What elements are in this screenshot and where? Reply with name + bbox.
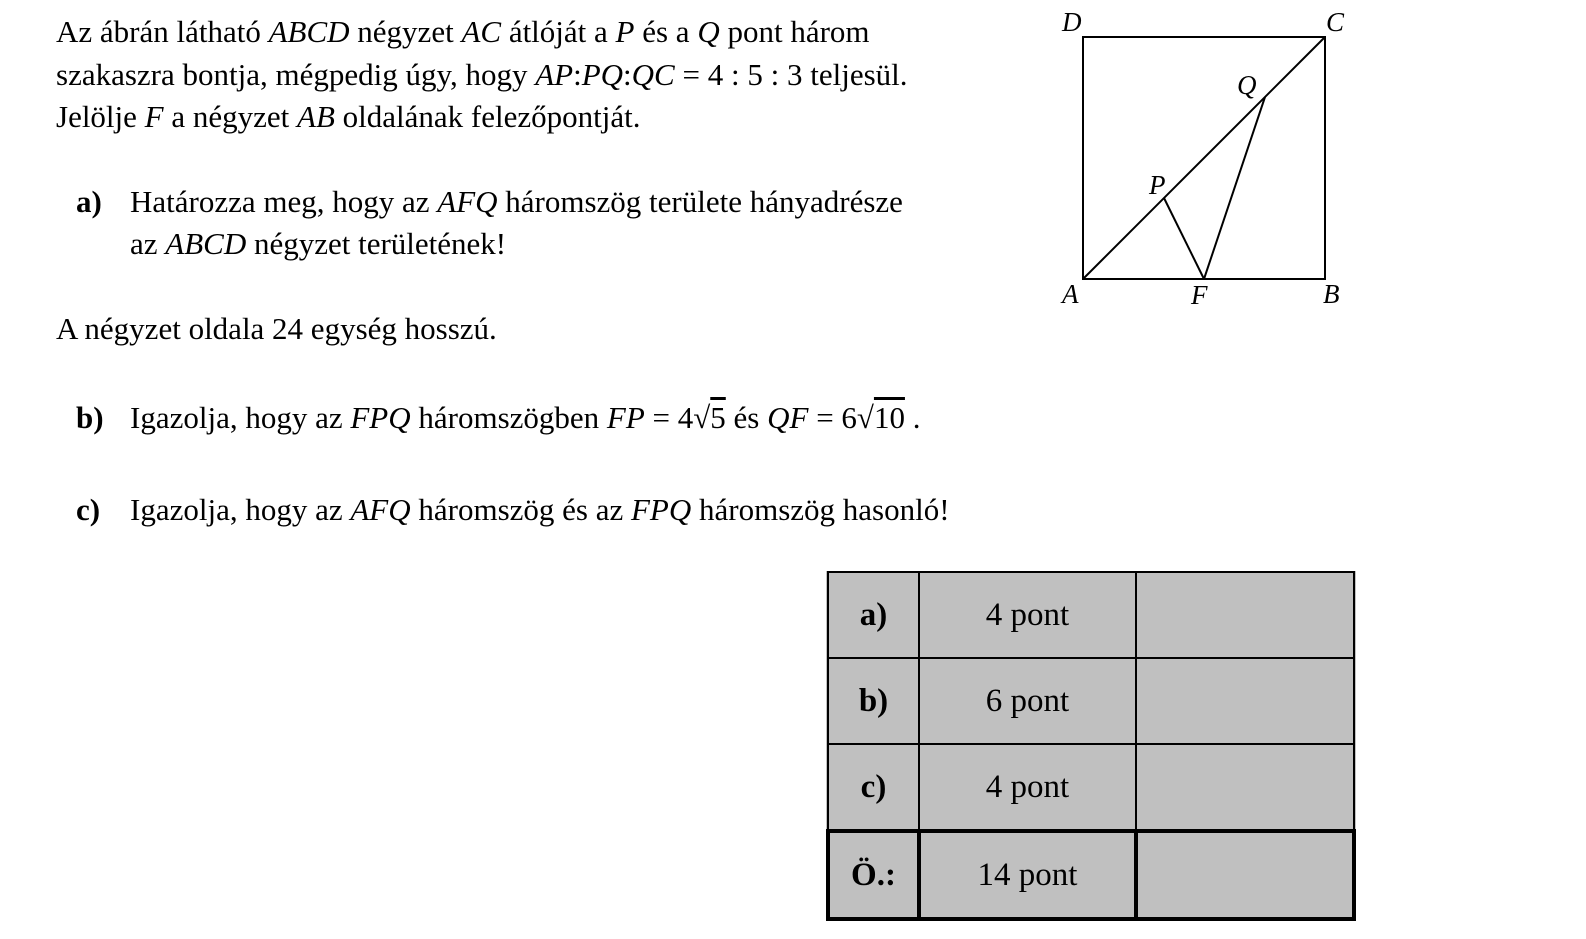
score-earned bbox=[1136, 744, 1354, 831]
score-row-b bbox=[828, 658, 1354, 744]
part-a-line-2: az ABCD négyzet területének! bbox=[130, 226, 507, 261]
score-part: b) bbox=[828, 658, 919, 744]
part-b-label: b) bbox=[76, 400, 104, 435]
sqrt-symbol: √ bbox=[693, 400, 711, 435]
part-b-text: Igazolja, hogy az FPQ háromszögben FP = 4√5 és QF = 6√10 . bbox=[130, 400, 921, 435]
diagonal-ac bbox=[1083, 37, 1325, 279]
score-total-earned bbox=[1136, 831, 1354, 919]
square-figure bbox=[1060, 0, 1360, 320]
label-c: C bbox=[1326, 7, 1345, 37]
part-a-line-1: Határozza meg, hogy az AFQ háromszög területe hányadrésze bbox=[130, 184, 903, 219]
segment-fq bbox=[1204, 97, 1265, 279]
label-a: A bbox=[1062, 279, 1079, 309]
intro-line-2: szakaszra bontja, mégpedig úgy, hogy AP:PQ:QC = 4 : 5 : 3 teljesül. bbox=[56, 57, 908, 92]
label-d: D bbox=[1062, 7, 1082, 37]
part-a-label: a) bbox=[76, 184, 102, 219]
score-points: 4 pont bbox=[919, 744, 1136, 831]
part-c-label: c) bbox=[76, 492, 101, 527]
score-total-label: Ö.: bbox=[828, 831, 919, 919]
sqrt-symbol: √ bbox=[856, 400, 874, 435]
label-p: P bbox=[1149, 170, 1166, 200]
segment-fp bbox=[1164, 198, 1204, 279]
score-table bbox=[826, 571, 1356, 921]
score-total-points: 14 pont bbox=[919, 831, 1136, 919]
label-b: B bbox=[1323, 279, 1340, 309]
score-row-c bbox=[828, 744, 1354, 831]
score-part: a) bbox=[828, 572, 919, 658]
intro-line-1: Az ábrán látható ABCD négyzet AC átlóját a P és a Q pont három bbox=[56, 14, 870, 49]
score-points: 4 pont bbox=[919, 572, 1136, 658]
score-part: c) bbox=[828, 744, 919, 831]
label-f: F bbox=[1191, 280, 1208, 310]
score-row-total bbox=[828, 831, 1354, 919]
score-points: 6 pont bbox=[919, 658, 1136, 744]
intro-line-3: Jelölje F a négyzet AB oldalának felezőpontját. bbox=[56, 99, 641, 134]
score-earned bbox=[1136, 572, 1354, 658]
score-row-a bbox=[828, 572, 1354, 658]
side-length-statement: A négyzet oldala 24 egység hosszú. bbox=[56, 311, 497, 346]
label-q: Q bbox=[1237, 70, 1257, 100]
part-c-text: Igazolja, hogy az AFQ háromszög és az FPQ háromszög hasonló! bbox=[130, 492, 950, 527]
score-earned bbox=[1136, 658, 1354, 744]
